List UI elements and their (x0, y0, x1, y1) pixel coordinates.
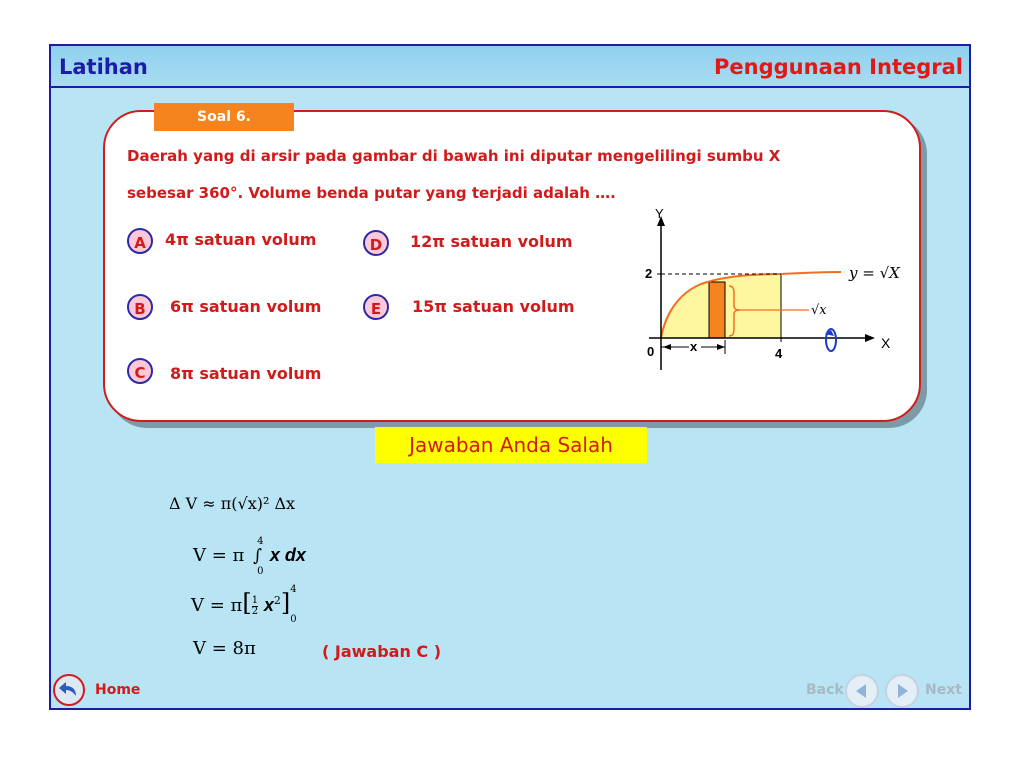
integral-graph (641, 208, 901, 378)
slide-frame (49, 44, 971, 710)
option-e-text[interactable]: 15π satuan volum (412, 297, 575, 316)
frac-den: 2 (251, 605, 259, 617)
width-arrowhead-right (717, 344, 725, 350)
antideriv-exponent: 2 (273, 594, 281, 607)
integral-lower: 0 (257, 566, 264, 577)
integral-sign-icon: ∫ 4 0 (253, 536, 264, 577)
option-b-badge[interactable]: B (127, 294, 153, 320)
triangle-right-icon (887, 676, 917, 706)
integrand: x dx (269, 545, 306, 565)
y-axis-label: Y (655, 208, 664, 221)
antideriv-lhs: V = π (191, 595, 243, 616)
next-button[interactable] (885, 674, 919, 708)
strip-height-label: √x (811, 303, 827, 318)
right-bracket: ] (280, 589, 291, 617)
option-d-badge[interactable]: D (363, 230, 389, 256)
width-arrowhead-left (663, 344, 671, 350)
back-button[interactable] (845, 674, 879, 708)
option-e-badge[interactable]: E (363, 294, 389, 320)
question-line-1: Daerah yang di arsir pada gambar di bawah ini diputar mengelilingi sumbu X (127, 147, 781, 165)
triangle-left-icon (847, 676, 877, 706)
x-axis-arrow (865, 334, 875, 342)
option-a-badge[interactable]: A (127, 228, 153, 254)
antideriv-body: x (263, 595, 274, 615)
antideriv-upper: 4 (290, 584, 297, 595)
next-label[interactable]: Next (925, 682, 962, 698)
solution-result: V = 8π (193, 638, 256, 659)
y-tick-label: 2 (645, 266, 653, 281)
solution-antiderivative-line (191, 584, 300, 625)
question-tag: Soal 6. (154, 103, 294, 131)
option-a-text[interactable]: 4π satuan volum (165, 230, 317, 249)
option-d-text[interactable]: 12π satuan volum (410, 232, 573, 251)
half-fraction (252, 596, 258, 617)
back-label[interactable]: Back (806, 682, 844, 698)
integral-lhs: V = π (193, 545, 245, 566)
home-button[interactable] (53, 674, 85, 706)
topic-title: Penggunaan Integral (714, 55, 963, 79)
volume-strip (709, 282, 725, 338)
option-c-text[interactable]: 8π satuan volum (170, 364, 322, 383)
home-label[interactable]: Home (95, 682, 141, 698)
origin-label: 0 (647, 344, 655, 359)
answer-note: ( Jawaban C ) (322, 642, 442, 661)
strip-width-label: x (690, 339, 698, 354)
antideriv-lower: 0 (290, 614, 297, 625)
integral-upper: 4 (257, 536, 264, 547)
x-tick-label: 4 (775, 346, 783, 361)
left-bracket: [ (242, 589, 252, 617)
evaluation-limits (290, 584, 300, 625)
solution-integral-line (193, 536, 306, 577)
option-c-badge[interactable]: C (127, 358, 153, 384)
header-bar (51, 46, 969, 88)
curve-label: y = √X (849, 264, 900, 282)
solution-approx: Δ V ≈ π(√x)² Δx (169, 494, 296, 513)
question-line-2: sebesar 360°. Volume benda putar yang terjadi adalah …. (127, 184, 616, 202)
feedback-banner: Jawaban Anda Salah (375, 427, 647, 463)
frac-num: 1 (251, 594, 259, 606)
back-arrow-icon (55, 676, 83, 704)
option-b-text[interactable]: 6π satuan volum (170, 297, 322, 316)
x-axis-label: X (881, 335, 891, 351)
section-title: Latihan (59, 55, 148, 79)
